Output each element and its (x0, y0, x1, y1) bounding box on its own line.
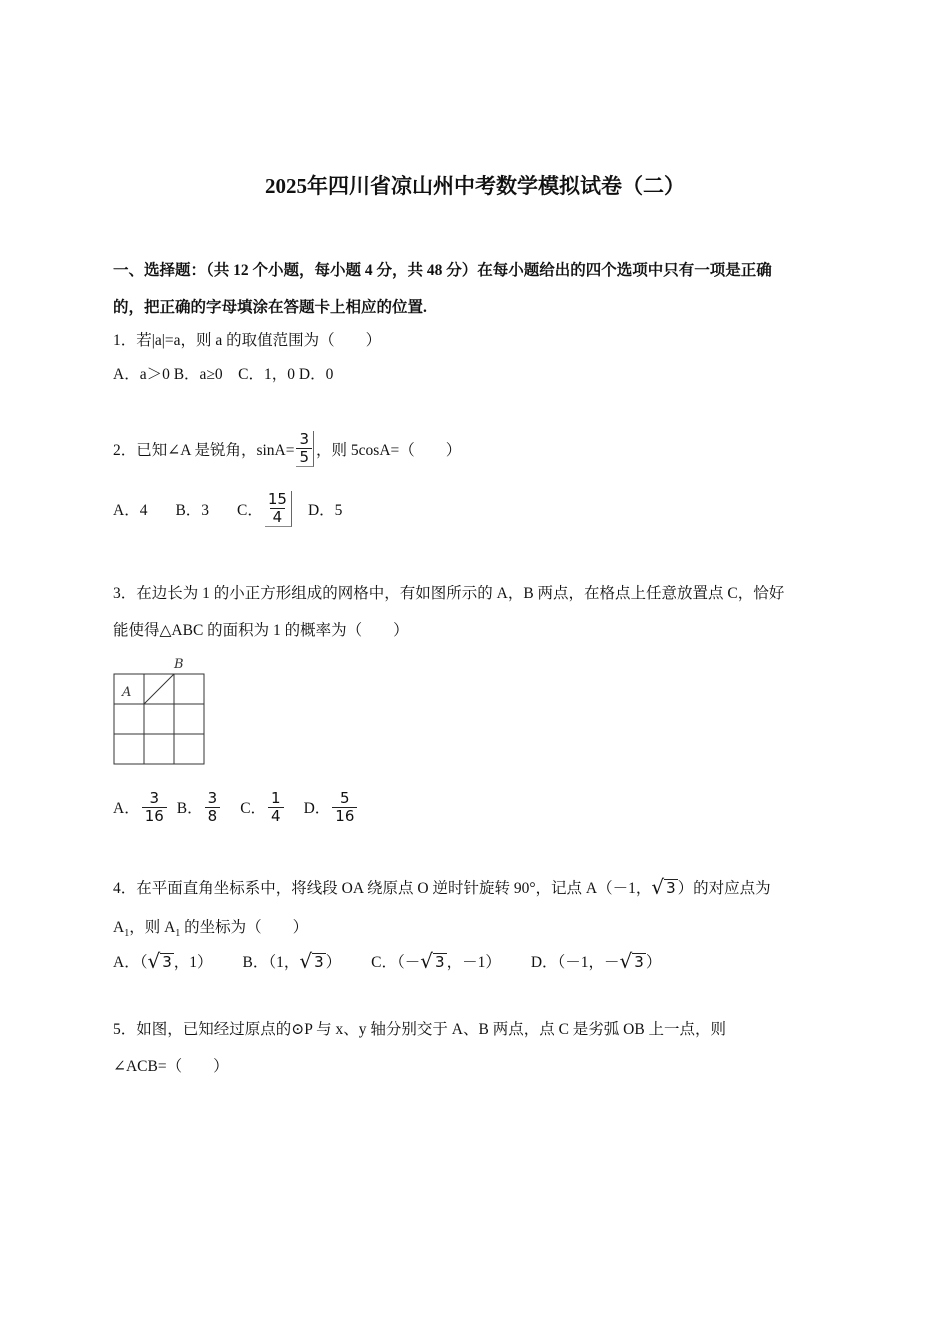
fraction-numerator: 3 (149, 788, 160, 807)
question-3-option-b: B． (176, 800, 203, 817)
fraction-three-eighths (205, 790, 221, 825)
question-4-stem-line1 (113, 874, 771, 900)
point-label-b: B (174, 657, 184, 672)
question-4-stem-tail: ）的对应点为 (677, 880, 771, 897)
question-4-option-b-tail: ） (325, 954, 342, 971)
sqrt-three: √ 3 (651, 875, 676, 899)
question-2-stem-tail: ，则 5cosA=（ ） (316, 442, 462, 459)
section-heading-line1: 一、选择题：（共 12 个小题，每小题 4 分，共 48 分）在每小题给出的四个选项中只有一项是正确 (113, 262, 772, 279)
fraction-denominator: 4 (270, 508, 286, 526)
question-4-option-c-tail: ，－1） (446, 954, 501, 971)
fraction-five-sixteenths (332, 790, 357, 825)
question-5-stem-line2: ∠ACB=（ ） (113, 1058, 229, 1075)
question-4-options (113, 947, 661, 975)
radicand: 3 (162, 953, 172, 971)
sqrt-three: √ 3 (420, 949, 445, 973)
question-2-option-c: C． (237, 502, 263, 519)
fraction-denominator: 5 (296, 448, 312, 466)
fraction-numerator: 3 (299, 430, 310, 448)
radicand: 3 (634, 953, 644, 971)
question-4-option-d-tail: ） (645, 954, 662, 971)
question-2-option-d: D．5 (307, 502, 343, 519)
question-4-option-b: B．（1， (242, 954, 300, 971)
fraction-denominator: 8 (205, 807, 221, 825)
question-2-option-a: A．4 (113, 502, 148, 519)
question-2-option-b: B．3 (175, 502, 210, 519)
point-a1-label: A (113, 919, 125, 936)
sqrt-three: √ 3 (299, 949, 324, 973)
fraction-fifteen-fourths (265, 491, 292, 527)
question-4-option-a-tail: ，1） (173, 954, 213, 971)
question-5-stem-line1: 5．如图，已知经过原点的⊙P 与 x、y 轴分别交于 A、B 两点，点 C 是劣弧 OB 上一点，则 (113, 1021, 727, 1038)
question-4-stem-line2 (113, 915, 308, 939)
question-4-stem-tail2: 的坐标为（ ） (180, 919, 309, 936)
question-2-stem (113, 426, 461, 472)
radicand: 3 (435, 953, 445, 971)
subscript: 1 (124, 928, 130, 940)
fraction-numerator: 15 (267, 490, 287, 508)
question-2-stem-text: 2．已知∠A 是锐角，sinA= (113, 442, 295, 459)
fraction-denominator: 16 (332, 807, 357, 825)
sqrt-three: √ 3 (147, 949, 172, 973)
sqrt-three: √ 3 (619, 949, 644, 973)
grid-figure (113, 656, 209, 768)
fraction-three-sixteenths (142, 790, 167, 825)
question-4-option-a: A．（ (113, 954, 148, 971)
radicand: 3 (666, 879, 676, 897)
question-4-option-d: D．（－1，－ (530, 954, 620, 971)
fraction-three-fifths (296, 431, 314, 467)
question-2-options (113, 486, 342, 532)
question-1-stem: 1．若|a|=a，则 a 的取值范围为（ ） (113, 332, 382, 349)
fraction-denominator: 16 (142, 807, 167, 825)
question-3-stem-line2: 能使得△ABC 的面积为 1 的概率为（ ） (113, 622, 409, 639)
question-4-stem-text2: ，则 A (129, 919, 176, 936)
question-4-option-c: C．（－ (371, 954, 421, 971)
fraction-numerator: 5 (340, 788, 350, 807)
radicand: 3 (314, 953, 324, 971)
fraction-one-fourth (268, 790, 284, 825)
fraction-numerator: 3 (207, 788, 218, 807)
section-heading-line2: 的，把正确的字母填涂在答题卡上相应的位置. (113, 299, 427, 316)
segment-ab (144, 674, 174, 704)
question-3-option-c: C． (240, 800, 267, 817)
fraction-numerator: 1 (271, 788, 281, 807)
question-3-option-d: D． (303, 800, 331, 817)
subscript: 1 (175, 928, 181, 940)
question-3-options (113, 783, 359, 831)
point-label-a: A (122, 685, 132, 700)
question-3-option-a: A． (113, 800, 140, 817)
question-1-options: A．a＞0 B．a≥0 C．1，0 D．0 (113, 366, 334, 383)
page-title: 2025年四川省凉山州中考数学模拟试卷（二） (265, 174, 685, 198)
fraction-denominator: 4 (268, 807, 284, 825)
question-4-stem-text: 4．在平面直角坐标系中，将线段 OA 绕原点 O 逆时针旋转 90°，记点 A（－1， (113, 880, 652, 897)
question-3-stem-line1: 3．在边长为 1 的小正方形组成的网格中，有如图所示的 A，B 两点，在格点上任意放置点 C，恰好 (113, 585, 785, 602)
